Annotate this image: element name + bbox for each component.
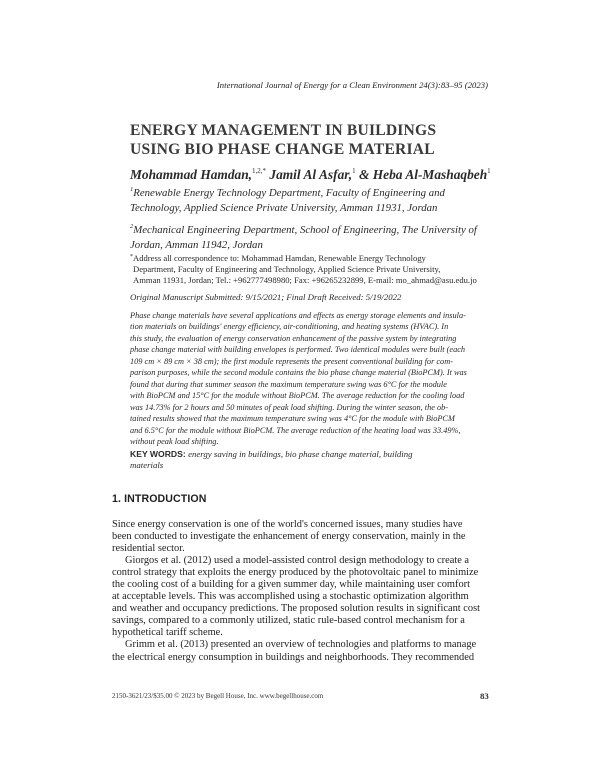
- affiliation-line: [130, 219, 480, 238]
- keywords-label: KEY WORDS:: [130, 449, 189, 459]
- body-line: and weather and occupancy predictions. The proposed solution results in significant cost: [112, 603, 481, 615]
- author-affiliation-marker: 1: [487, 167, 491, 175]
- affiliation-text: Renewable Energy Technology Department, Faculty of Engineering and: [133, 187, 445, 199]
- section-heading: 1. INTRODUCTION: [112, 493, 207, 505]
- affiliation-line: Technology, Applied Science Private University, Amman 11931, Jordan: [130, 202, 438, 214]
- author-name: & Heba Al-Mashaqbeh: [355, 167, 488, 182]
- author-name: Jamil Al Asfar,: [266, 167, 353, 182]
- keywords-line: [130, 449, 490, 460]
- abstract-line: tion materials on buildings' energy efficiency, air-conditioning, and heating systems (HVAC). In: [130, 322, 449, 332]
- submission-dates: Original Manuscript Submitted: 9/15/2021; Final Draft Received: 5/19/2022: [130, 292, 402, 302]
- correspondence-text: Address all correspondence to: Mohammad Hamdan, Renewable Energy Technology: [133, 253, 426, 263]
- affiliation-1: [130, 182, 480, 216]
- abstract-line: and 6.5°C for the module without BioPCM. The average reduction of the heating load was 33.49%,: [130, 425, 461, 435]
- author-affiliation-marker: 1,2,*: [252, 167, 267, 175]
- correspondence-line: Amman 11931, Jordan; Tel.: +962777498980; Fax: +96265232899, E-mail: mo_ahmad@asu.edu.jo: [133, 274, 477, 285]
- author-name: Mohammad Hamdan,: [130, 167, 253, 182]
- affiliation-text: Mechanical Engineering Department, School of Engineering, The University of: [133, 224, 477, 236]
- body-line: Grimm et al. (2013) presented an overview of technologies and platforms to manage: [112, 639, 477, 651]
- correspondence-line: [130, 252, 500, 264]
- affiliation-line: Jordan, Amman 11942, Jordan: [130, 239, 263, 251]
- keywords: [130, 449, 490, 471]
- abstract-line: 109 cm × 89 cm × 38 cm); the first module represents the present conventional building for com-: [130, 356, 453, 366]
- correspondence-note: [130, 252, 500, 286]
- author-affiliation-marker: 1: [352, 167, 356, 175]
- correspondence-marker: *: [130, 254, 133, 260]
- body-line: control strategy that exploits the energy produced by the photovoltaic panel to minimize: [112, 567, 479, 579]
- abstract-line: with BioPCM and 15°C for the module without BioPCM. The average reduction for the cooling load: [130, 391, 465, 401]
- abstract-line: phase change material with building envelopes is performed. Two identical modules were built (each: [130, 345, 466, 355]
- affiliation-2: [130, 219, 480, 253]
- body-line: the cooling cost of a building for a given summer day, while maintaining user comfort: [112, 579, 471, 591]
- body-line: Since energy conservation is one of the world's concerned issues, many studies have: [112, 519, 463, 530]
- keywords-line: materials: [130, 460, 164, 470]
- journal-citation-header: International Journal of Energy for a Clean Environment 24(3):83–95 (2023): [216, 80, 488, 90]
- title-line: ENERGY MANAGEMENT IN BUILDINGS: [130, 122, 437, 139]
- abstract-line: this study, the evaluation of energy conservation enhancement of the passive system by integrating: [130, 333, 457, 343]
- abstract-line: Phase change materials have several applications and effects as energy storage elements and insula-: [130, 311, 466, 320]
- keywords-text: energy saving in buildings, bio phase change material, building: [188, 449, 413, 459]
- abstract-line: was 14.73% for 2 hours and 50 minutes of peak load shifting. During the winter season, the ob-: [130, 402, 449, 412]
- body-line: Giorgos et al. (2012) used a model-assisted control design methodology to create a: [112, 555, 470, 567]
- body-line: at acceptable levels. This was accomplished using a stochastic optimization algorithm: [112, 591, 469, 603]
- abstract-line: parison purposes, while the second module contains the bio phase change material (BioPCM). It was: [130, 368, 467, 378]
- correspondence-line: Department, Faculty of Engineering and Technology, Applied Science Private University,: [133, 263, 441, 274]
- body-line: been conducted to investigate the enhancement of energy conservation, mainly in the: [112, 531, 466, 543]
- body-line: savings, compared to a commonly utilized, static rule-based control mechanism for a: [112, 615, 465, 627]
- body-line: the electrical energy consumption in buildings and neighborhoods. They recommended: [112, 651, 475, 663]
- title-line: USING BIO PHASE CHANGE MATERIAL: [130, 140, 435, 158]
- article-title: [130, 122, 490, 159]
- author-list: [130, 167, 500, 183]
- abstract-line: found that during that summer season the maximum temperature swing was 6°C for the module: [130, 379, 447, 389]
- footer-copyright: 2150-3621/23/$35.00 © 2023 by Begell House, Inc. www.begellhouse.com: [112, 692, 324, 700]
- abstract-line: tained results showed that the maximum temperature swing was 4°C for the module with BioPCM: [130, 414, 455, 424]
- section-body: [112, 519, 488, 664]
- abstract-line: without peak load shifting.: [130, 436, 219, 446]
- body-line: hypothetical tariff scheme.: [112, 627, 223, 639]
- body-line: residential sector.: [112, 543, 185, 555]
- affiliation-marker: 1: [130, 186, 134, 193]
- page-number: 83: [480, 691, 489, 701]
- abstract: [130, 310, 495, 447]
- affiliation-line: [130, 182, 480, 201]
- affiliation-marker: 2: [130, 223, 134, 230]
